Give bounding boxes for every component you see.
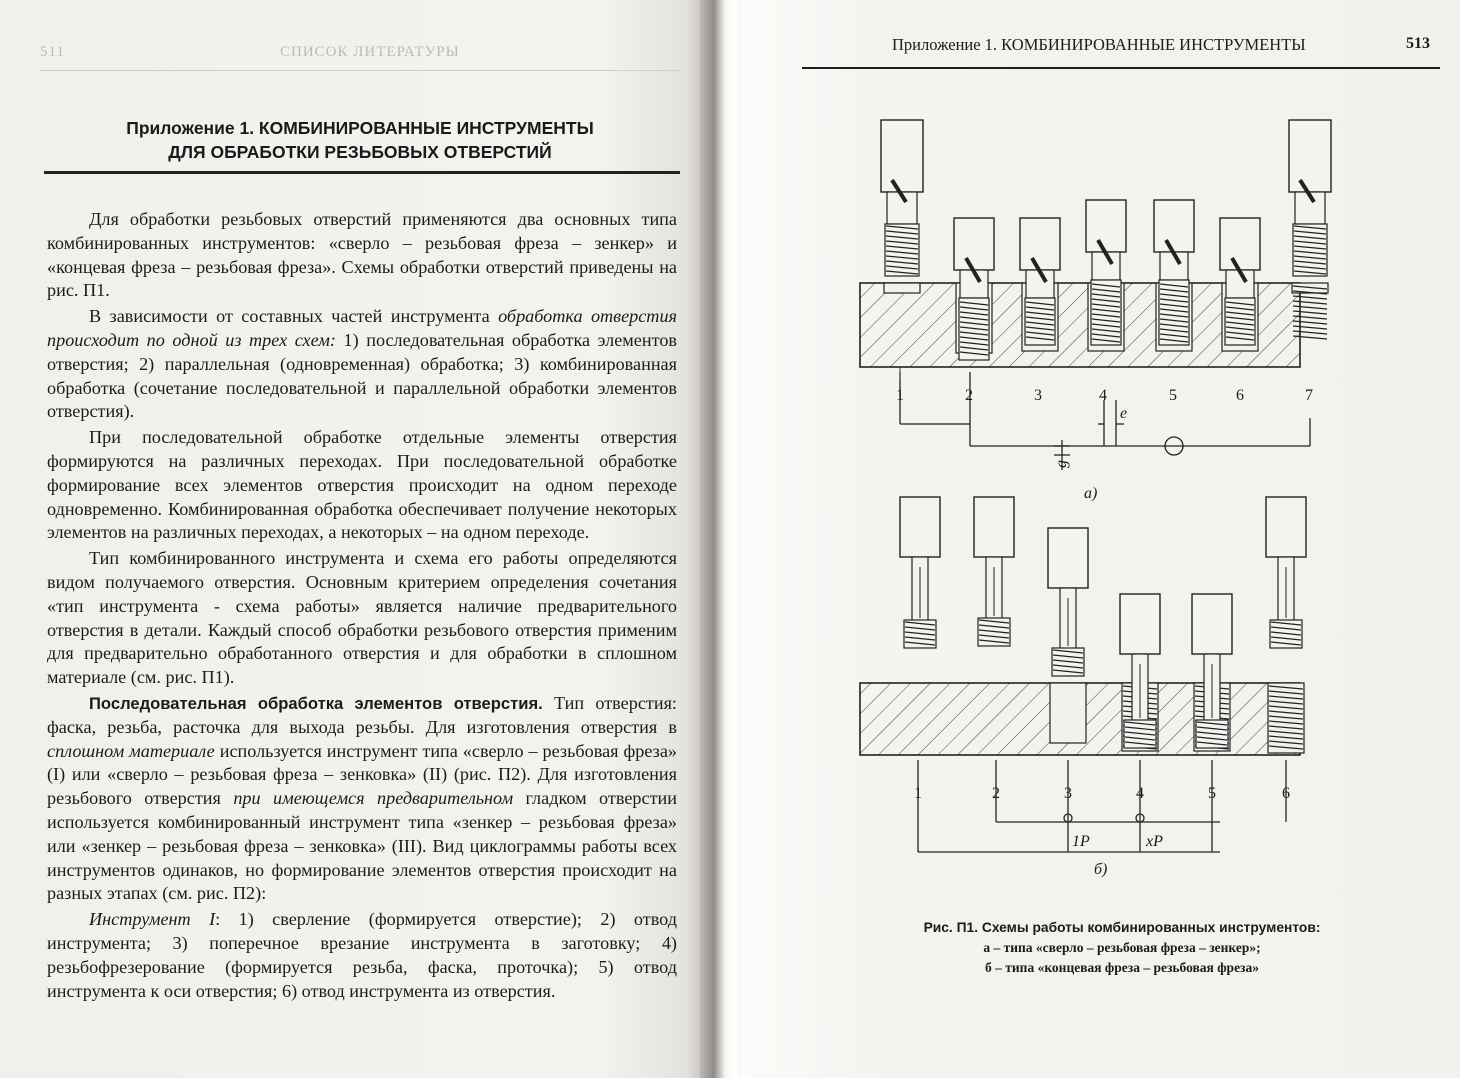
figure-a-tool: [881, 120, 923, 276]
figure-b-position-label: 5: [1208, 785, 1216, 802]
figure-p1: [742, 0, 1460, 1078]
paragraph-6-rest: : 1) сверление (формируется отверстие); 2) отвод инструмента; 3) поперечное врезание инструмента в заготовку; 4) резьбофрезерование (формируется резьба, фаска, проточка); 5) отвод инструмента к оси отверстия; 6) отвод инструмента из отверстия.: [47, 909, 677, 1001]
figure-b-position-label: 2: [992, 785, 1000, 802]
figure-a-position-label: 1: [896, 387, 904, 404]
paragraph-2: [47, 305, 677, 424]
ghost-page-number: 511: [40, 44, 65, 60]
figure-a-tool: [1086, 200, 1126, 345]
right-page: [742, 0, 1460, 1078]
figure-b-cyclogram: [918, 760, 1286, 852]
figure-a-position-label: 6: [1236, 387, 1244, 404]
paragraph-5: [47, 692, 677, 906]
figure-b-p-label: 1P: [1072, 833, 1090, 850]
running-header: Приложение 1. КОМБИНИРОВАННЫЕ ИНСТРУМЕНТЫ: [892, 35, 1306, 54]
caption-line-b: б – типа «концевая фреза – резьбовая фреза»: [985, 960, 1259, 975]
figure-a-position-label: 4: [1099, 387, 1107, 404]
figure-a-tool: [954, 218, 994, 360]
paragraph-2-italic: обработка отверстия происходит по одной из трех схем:: [47, 306, 677, 350]
figure-b-position-label: 4: [1136, 785, 1144, 802]
page-number: 513: [1406, 35, 1430, 52]
paragraph-6: [47, 908, 677, 1003]
caption-line-a: а – типа «сверло – резьбовая фреза – зенкер»;: [983, 940, 1261, 955]
left-page: [0, 0, 708, 1078]
figure-caption: [902, 918, 1342, 978]
figure-b-xp-label: xP: [1146, 833, 1163, 850]
caption-title: Рис. П1. Схемы работы комбинированных инструментов:: [923, 920, 1321, 935]
paragraph-1: Для обработки резьбовых отверстий применяются два основных типа комбинированных инструментов: «сверло – резьбовая фреза – зенкер» и «концевая фреза – резьбовая фреза». Схемы обработки отверстий приведены на рис. П1.: [47, 209, 677, 301]
appendix-title: [40, 116, 680, 164]
figure-a-position-label: 5: [1169, 387, 1177, 404]
paragraph-5-c: гладком отверстии используется комбинированный инструмент типа «зенкер – резьбовая фреза» или «зенкер – резьбовая фреза – зенковка» (III). Вид циклограммы работы всех инструментов одинаков, но формирование элементов отверстия происходит на разных этапах (см. рис. П2):: [47, 788, 677, 904]
book-gutter: [700, 0, 746, 1078]
figure-a-sub-label: а): [1084, 485, 1098, 502]
paragraph-5-a: Тип отверстия: фаска, резьба, расточка для выхода резьбы. Для изготовления отверстия в: [47, 692, 677, 737]
paragraph-5-b: используется инструмент типа «сверло – резьбовая фреза» (I) или «сверло – резьбовая фреза – зенковка» (II) (рис. П2). Для изготовления резьбового отверстия: [47, 740, 677, 809]
paragraph-2-start: В зависимости от составных частей инструмента: [89, 306, 499, 327]
paragraph-5-italic-2: при имеющемся предварительном: [233, 788, 514, 809]
figure-b-tool: [1266, 497, 1306, 648]
title-rule: [44, 171, 680, 174]
figure-a-position-label: 7: [1305, 387, 1313, 404]
figure-a-tool: [1289, 120, 1331, 276]
figure-a-position-label: 3: [1034, 387, 1042, 404]
paragraph-5-italic-1: сплошном материале: [47, 740, 215, 761]
figure-b-tool: [1120, 594, 1160, 748]
paragraph-6-italic: Инструмент I: [89, 909, 216, 930]
figure-a-tool: [1154, 200, 1194, 345]
appendix-title-line-2: ДЛЯ ОБРАБОТКИ РЕЗЬБОВЫХ ОТВЕРСТИЙ: [168, 142, 552, 162]
figure-a-position-label: 2: [965, 387, 973, 404]
paragraph-3: При последовательной обработке отдельные элементы отверстия формируются на различных переходах. При последовательной обработке формирование всех элементов отверстия происходит на одном переходе одновременно. Комбинированная обработка обеспечивает получение некоторых элементов на различных переходах, а некоторых – на одном переходе.: [47, 427, 677, 543]
figure-b-position-label: 1: [914, 785, 922, 802]
paragraph-4: Тип комбинированного инструмента и схема его работы определяются видом получаемого отверстия. Основным критерием определения сочетания «тип инструмента - схема работы» является наличие предварительного отверстия в детали. Каждый способ обработки резьбового отверстия применим для предварительно обработанного отверстия и для обработки в сплошном материале (см. рис. П1).: [47, 548, 677, 688]
ghost-header-title: СПИСОК ЛИТЕРАТУРЫ: [280, 44, 460, 60]
appendix-title-line-1: Приложение 1. КОМБИНИРОВАННЫЕ ИНСТРУМЕНТЫ: [126, 118, 594, 138]
figure-a-g-label: g: [1053, 460, 1070, 468]
figure-b-tool: [1192, 594, 1232, 748]
figure-a-tool: [1220, 218, 1260, 345]
figure-b-tool: [900, 497, 940, 648]
figure-b-tool: [1048, 528, 1088, 676]
body-text: [47, 208, 677, 1005]
figure-a-tool: [1020, 218, 1060, 345]
figure-b-sub-label: б): [1094, 861, 1108, 878]
figure-b-tool: [974, 497, 1014, 646]
paragraph-5-heading: Последовательная обработка элементов отверстия.: [89, 693, 543, 713]
figure-b-position-label: 6: [1282, 785, 1290, 802]
figure-b-position-label: 3: [1064, 785, 1072, 802]
paragraph-2-end: 1) последовательная обработка элементов отверстия; 2) параллельная (одновременная) обработка; 3) комбинированная обработка (сочетание последовательной и параллельной обработки элементов отверстия).: [47, 329, 677, 422]
ghost-rule: [40, 70, 680, 71]
figure-a-e-label: e: [1120, 405, 1128, 422]
